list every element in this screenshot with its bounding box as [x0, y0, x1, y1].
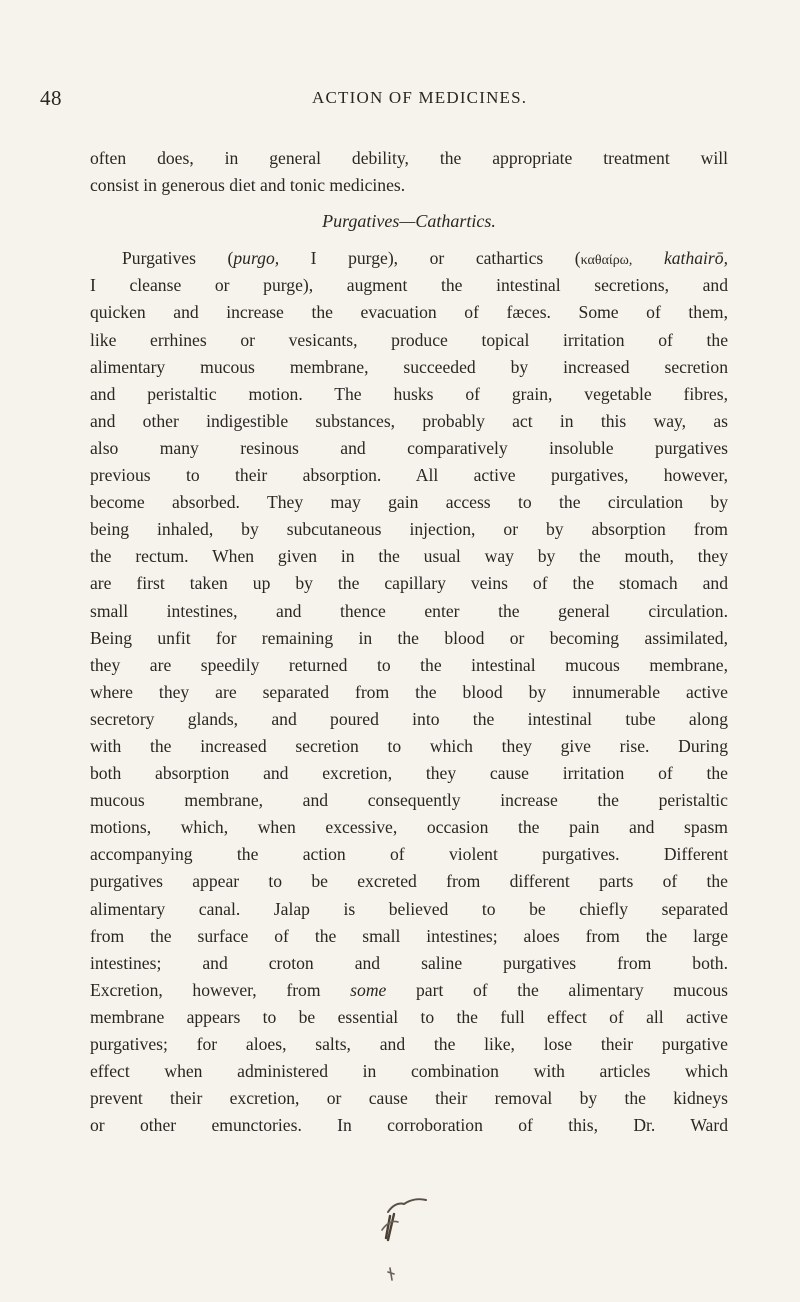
text-line: alimentary canal. Jalap is believed to be chiefly separated [90, 898, 728, 919]
text-line: prevent their excretion, or cause their removal by the kidneys [90, 1088, 728, 1109]
text-line: purgatives appear to be excreted from different parts of the [90, 871, 728, 892]
text-line: become absorbed. They may gain access to the circulation by [90, 492, 728, 513]
text-line: I cleanse or purge), augment the intestinal secretions, and [90, 275, 728, 296]
text-run: Purgatives ( [122, 248, 234, 269]
text-line: accompanying the action of violent purgatives. Different [90, 844, 728, 865]
text-line [90, 977, 728, 1004]
page-number: 48 [40, 86, 62, 110]
emphasis: some [350, 979, 387, 1000]
ink-stroke [388, 1268, 394, 1280]
transliteration: kathairō, [663, 248, 728, 269]
text-line: intestines; and croton and saline purgatives from both. [90, 952, 728, 973]
text-line: both absorption and excretion, they cause irritation of the [90, 763, 728, 784]
text-line: secretory glands, and poured into the intestinal tube along [90, 708, 728, 729]
text-line: like errhines or vesicants, produce topical irritation of the [90, 329, 728, 350]
text-run: Excretion, however, from [90, 979, 351, 1000]
text-line: being inhaled, by subcutaneous injection, or by absorption from [90, 519, 728, 540]
text-line [90, 245, 728, 272]
text-line: and other indigestible substances, probably act in this way, as [90, 410, 728, 431]
running-title: ACTION OF MEDICINES. [312, 88, 528, 107]
text-line: mucous membrane, and consequently increase the peristaltic [90, 790, 728, 811]
text-line: often does, in general debility, the appropriate treatment will [90, 148, 728, 168]
text-line: effect when administered in combination with articles which [90, 1061, 728, 1082]
ink-stroke [386, 1214, 394, 1240]
running-head [0, 86, 800, 114]
text-run: I purge), or cathartics ( [279, 248, 581, 269]
text-line: previous to their absorption. All active purgatives, however, [90, 465, 728, 486]
text-run: part of the alimentary mucous [386, 979, 728, 1000]
greek-term: καθαίρω, [580, 253, 633, 269]
text-line: from the surface of the small intestines; aloes from the large [90, 925, 728, 946]
text-line: they are speedily returned to the intestinal mucous membrane, [90, 654, 728, 675]
library-mark [360, 1190, 440, 1295]
text-line: motions, which, when excessive, occasion the pain and spasm [90, 817, 728, 838]
text-line: are first taken up by the capillary veins of the stomach and [90, 573, 728, 594]
text-line: small intestines, and thence enter the general circulation. [90, 600, 728, 621]
text-line: purgatives; for aloes, salts, and the like, lose their purgative [90, 1034, 728, 1054]
text-line: quicken and increase the evacuation of fæces. Some of them, [90, 302, 728, 323]
text-line: consist in generous diet and tonic medicines. [90, 175, 406, 196]
latin-term: purgo, [233, 248, 280, 269]
text-line: and peristaltic motion. The husks of grain, vegetable fibres, [90, 383, 728, 404]
body-text [90, 145, 728, 1139]
text-line: also many resinous and comparatively insoluble purgatives [90, 437, 728, 458]
text-line: where they are separated from the blood by innumerable active [90, 681, 728, 702]
text-line: membrane appears to be essential to the full effect of all active [90, 1006, 728, 1027]
text-line: or other emunctories. In corroboration of this, Dr. Ward [90, 1115, 728, 1136]
text-line: the rectum. When given in the usual way by the mouth, they [90, 546, 728, 567]
section-heading: Purgatives—Cathartics. [322, 211, 496, 232]
text-line: with the increased secretion to which they give rise. During [90, 735, 728, 756]
text-run [632, 248, 664, 268]
text-line: Being unfit for remaining in the blood or becoming assimilated, [90, 627, 728, 648]
text-line: alimentary mucous membrane, succeeded by increased secretion [90, 356, 728, 377]
ink-stroke [388, 1199, 426, 1212]
